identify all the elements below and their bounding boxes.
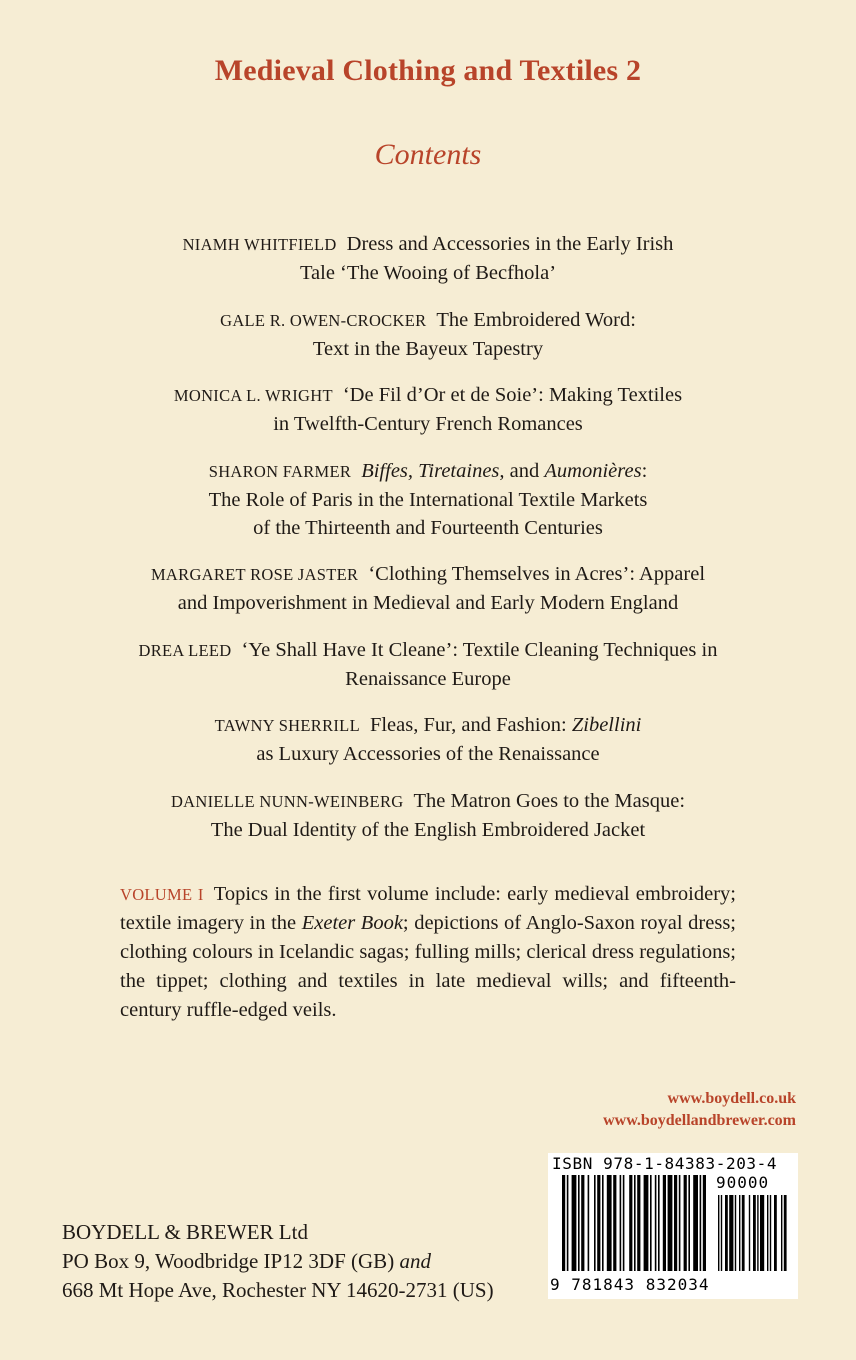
entry-author: TAWNY SHERRILL — [214, 716, 360, 735]
entry-author: DANIELLE NUNN-WEINBERG — [170, 791, 404, 811]
barcode-bar — [739, 1195, 740, 1271]
barcode-bar — [620, 1175, 622, 1271]
barcode-bar — [668, 1175, 673, 1271]
entry-title-cont: of the Thirteenth and Fourteenth Centuries — [253, 516, 603, 539]
entry-author: MARGARET ROSE JASTER — [150, 565, 359, 584]
barcode-bar — [588, 1175, 590, 1271]
entry-title-cont: and Impoverishment in Medieval and Early Modern England — [177, 592, 679, 614]
barcode-bar — [684, 1175, 687, 1271]
entry-title-cont: The Dual Identity of the English Embroidered Jacket — [210, 818, 646, 841]
barcode-bar — [572, 1175, 577, 1271]
barcode-bar — [735, 1195, 736, 1271]
barcode-bar — [718, 1195, 719, 1271]
entry-author: SHARON FARMER — [208, 461, 352, 481]
toc-entry — [110, 787, 746, 844]
barcode-bar — [760, 1195, 764, 1271]
barcode-bar — [679, 1175, 681, 1271]
barcode-bar — [753, 1195, 756, 1271]
isbn-text: ISBN 978-1-84383-203-4 — [552, 1154, 778, 1173]
book-title: Medieval Clothing and Textiles 2 — [214, 54, 642, 87]
publisher-urls — [603, 1088, 796, 1132]
barcode-bar — [602, 1175, 604, 1271]
barcode-bar — [597, 1175, 600, 1271]
barcode-bar — [634, 1175, 636, 1271]
barcode-bar — [757, 1195, 758, 1271]
entry-title-colon: : — [641, 459, 648, 482]
toc-entry — [110, 711, 746, 768]
entry-title: Fleas, Fur, and Fashion: — [369, 714, 572, 736]
entry-title: ‘Ye Shall Have It Cleane’: Textile Cleaning Techniques in — [241, 638, 718, 661]
url-link[interactable]: www.boydellandbrewer.com — [603, 1112, 796, 1129]
entry-title-cont: in Twelfth-Century French Romances — [273, 413, 583, 435]
entry-title-cont: The Role of Paris in the International Textile Markets — [208, 488, 648, 511]
barcode-bar — [770, 1195, 771, 1271]
barcode-bar — [784, 1195, 787, 1271]
entry-title: ‘De Fil d’Or et de Soie’: Making Textiles — [342, 384, 683, 406]
barcode-bar — [721, 1195, 722, 1271]
publisher-name: BOYDELL & BREWER Ltd — [62, 1220, 308, 1244]
barcode-bar — [729, 1195, 733, 1271]
isbn-barcode — [548, 1153, 798, 1299]
barcode-bar — [655, 1175, 657, 1271]
barcode-bar — [703, 1175, 706, 1271]
toc-entry — [110, 636, 746, 693]
entry-title-italic: Biffes, Tiretaines, — [361, 459, 505, 482]
volume-one-blurb — [120, 880, 736, 1025]
table-of-contents — [110, 230, 746, 862]
barcode-bar — [700, 1175, 702, 1271]
barcode-bar — [749, 1195, 750, 1271]
entry-title: The Embroidered Word: — [436, 308, 636, 331]
ean-number: 9 781843 832034 — [550, 1275, 796, 1294]
entry-title-joiner: and — [504, 459, 545, 482]
entry-title-cont: Tale ‘The Wooing of Becfhola’ — [299, 262, 557, 284]
volume-text: Topics in the first volume include: early medieval embroidery; textile imagery in the — [120, 883, 736, 934]
price-code: 90000 — [716, 1173, 770, 1192]
barcode-bar — [562, 1175, 565, 1271]
barcode-bar — [578, 1175, 580, 1271]
barcode-bar — [637, 1175, 640, 1271]
barcode-bar — [688, 1175, 690, 1271]
toc-entry — [110, 560, 746, 617]
address-line: 668 Mt Hope Ave, Rochester NY 14620-2731 (US) — [62, 1278, 494, 1302]
url-link[interactable]: www.boydell.co.uk — [667, 1090, 796, 1107]
barcode-bar — [674, 1175, 677, 1271]
toc-entry — [110, 457, 746, 542]
entry-author: GALE R. OWEN-CROCKER — [220, 310, 427, 330]
barcode-bar — [693, 1175, 698, 1271]
barcode-bar — [613, 1175, 616, 1271]
entry-title-italic: Aumonières — [544, 459, 642, 482]
barcode-bar — [594, 1175, 596, 1271]
barcode-bar — [623, 1175, 625, 1271]
barcode-bar — [629, 1175, 632, 1271]
toc-entry — [110, 306, 746, 363]
volume-text-italic: Exeter Book — [301, 912, 403, 934]
barcode-bar — [658, 1175, 660, 1271]
publisher-address — [62, 1218, 494, 1305]
entry-author: MONICA L. WRIGHT — [173, 386, 333, 405]
entry-author: NIAMH WHITFIELD — [182, 235, 337, 254]
entry-title-cont: Text in the Bayeux Tapestry — [312, 337, 544, 360]
address-line: PO Box 9, Woodbridge IP12 3DF (GB) and — [62, 1249, 431, 1273]
volume-text-cont: ; depictions of Anglo-Saxon royal dress; clothing colours in Icelandic sagas; fulling mills; clerical dress regulations; the tippet; clothing and textiles in late medieval wills; and fifteenth-century ruffle-edged veils. — [120, 912, 736, 1021]
volume-label: VOLUME I — [120, 885, 204, 904]
toc-entry — [110, 381, 746, 438]
toc-entry — [110, 230, 746, 287]
barcode-bar — [742, 1195, 745, 1271]
barcode-bar — [663, 1175, 666, 1271]
entry-title: ‘Clothing Themselves in Acres’: Apparel — [368, 563, 706, 585]
barcode-bar — [774, 1195, 777, 1271]
entry-author: DREA LEED — [138, 640, 232, 660]
entry-title: The Matron Goes to the Masque: — [413, 789, 686, 812]
barcode-bar — [607, 1175, 612, 1271]
barcode-bar — [567, 1175, 569, 1271]
entry-title-cont: Renaissance Europe — [345, 667, 511, 690]
barcode-bar — [644, 1175, 649, 1271]
barcode-bar — [725, 1195, 728, 1271]
entry-title: Dress and Accessories in the Early Irish — [346, 233, 674, 255]
barcode-bar — [581, 1175, 584, 1271]
barcode-bar — [781, 1195, 782, 1271]
entry-title-italic: Zibellini — [571, 714, 642, 736]
barcode-bar — [767, 1195, 768, 1271]
barcode-bar — [650, 1175, 652, 1271]
entry-title-cont: as Luxury Accessories of the Renaissance — [256, 743, 600, 765]
contents-heading: Contents — [374, 138, 482, 171]
